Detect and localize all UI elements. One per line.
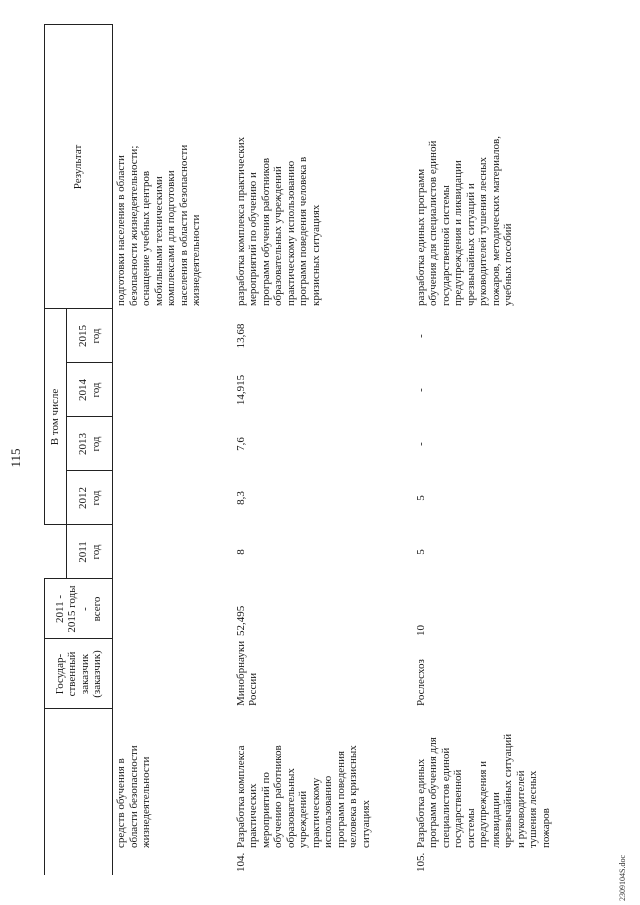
- header-year-line: год: [89, 328, 102, 344]
- row-result-line: мобильными техническими: [152, 176, 165, 306]
- row-2014: -: [414, 388, 427, 392]
- row-customer: [233, 639, 413, 709]
- page-number: 115: [8, 448, 23, 468]
- row-2011: 5: [414, 549, 427, 555]
- row-result: [413, 25, 563, 309]
- row-activity-line: учреждений: [297, 790, 309, 848]
- row-result-line: программ обучения работников: [259, 157, 272, 306]
- row-customer: [413, 639, 563, 709]
- row-result-line: жизнедеятельности: [190, 214, 202, 306]
- row-result-line: программ поведения человека в: [297, 156, 309, 306]
- table-row: [113, 25, 233, 875]
- row-result-line: пожаров, методических материалов,: [489, 136, 502, 306]
- table-body: [113, 25, 563, 875]
- row-2012: [113, 471, 233, 525]
- table-row: [233, 25, 413, 875]
- header-year-line: 2012: [77, 487, 89, 509]
- row-activity-line: ликвидации: [489, 792, 502, 848]
- row-activity-line: системы: [464, 808, 477, 848]
- row-total: 10: [414, 625, 427, 636]
- row-total: 52,495: [234, 605, 247, 636]
- header-customer-line: заказчик: [78, 653, 91, 695]
- row-activity-line: жизнедеятельности: [140, 756, 152, 848]
- row-activity-line: использованию: [322, 775, 334, 848]
- header-year-line: 2013: [77, 433, 89, 455]
- row-activity: [413, 709, 563, 851]
- row-result-line: оснащение учебных центров: [140, 170, 152, 306]
- row-customer: [113, 639, 233, 709]
- row-2012: 5: [414, 495, 427, 501]
- row-activity-line: человека в кризисных: [347, 745, 359, 848]
- row-activity-line: программ поведения: [334, 750, 347, 848]
- program-table: [44, 25, 563, 876]
- row-result-line: учебных пособий: [502, 223, 514, 306]
- row-activity: [113, 709, 233, 851]
- header-year-line: 2015: [77, 325, 89, 347]
- row-result-line: населения в области безопасности: [177, 144, 190, 306]
- header-year-2011: [67, 525, 113, 579]
- row-2015: [113, 309, 233, 363]
- row-activity-line: программ обучения для: [427, 737, 439, 848]
- row-number: 105.: [414, 852, 427, 872]
- header-total-line: 2011 -: [53, 595, 66, 624]
- row-result: [233, 25, 413, 309]
- row-activity-line: Разработка комплекса: [234, 745, 247, 848]
- row-result-line: подготовки населения в области: [115, 155, 127, 306]
- header-year-2012: [67, 471, 113, 525]
- row-result-line: практическому использованию: [284, 160, 297, 306]
- header-total: [45, 579, 113, 639]
- row-2015: 13,68: [234, 323, 247, 349]
- row-customer-line: Рослесхоз: [414, 659, 427, 706]
- row-result-line: безопасности жизнедеятельности;: [127, 145, 140, 306]
- header-result: Результат: [45, 25, 113, 309]
- row-activity-line: предупреждения и: [477, 760, 489, 848]
- header-customer-line: Государ-: [53, 653, 66, 695]
- row-customer-line: Минобрнауки: [234, 640, 247, 706]
- header-year-2015: [67, 309, 113, 363]
- header-total-line: всего: [91, 596, 103, 622]
- row-result-line: разработка единых программ: [414, 168, 427, 306]
- header-year-line: год: [89, 436, 102, 452]
- row-result-line: обучения для специалистов единой: [427, 140, 439, 306]
- row-result-line: государственной системы: [439, 185, 452, 306]
- row-activity-line: области безопасности: [127, 745, 140, 848]
- header-year-2013: [67, 417, 113, 471]
- header-year-line: год: [89, 544, 102, 560]
- row-result: [113, 25, 233, 309]
- row-result-line: кризисных ситуациях: [309, 204, 322, 306]
- header-year-line: 2014: [77, 379, 89, 401]
- row-number: 104.: [234, 852, 247, 872]
- table-row: [413, 25, 563, 875]
- header-customer: [45, 639, 113, 709]
- header-blank: [45, 709, 113, 875]
- row-activity: [233, 709, 413, 851]
- header-year-line: год: [89, 490, 102, 506]
- row-activity-line: тушения лесных: [527, 770, 539, 848]
- row-2011: [113, 525, 233, 579]
- row-result-line: комплексами для подготовки: [165, 170, 177, 306]
- header-incl: В том числе: [45, 309, 67, 525]
- table-container: [44, 25, 563, 875]
- header-year-line: 2011: [77, 541, 89, 563]
- row-activity-line: мероприятий по: [259, 772, 272, 848]
- row-activity-line: специалистов единой: [439, 747, 452, 848]
- row-activity-line: средств обучения в: [115, 758, 127, 848]
- table-header: [45, 25, 113, 875]
- row-activity-line: практических: [247, 783, 259, 848]
- row-2014: [113, 363, 233, 417]
- header-total-line: 2015 годы -: [66, 585, 91, 633]
- row-activity-line: практическому: [309, 777, 322, 848]
- doc-code: 2309104S.doc: [618, 855, 627, 901]
- row-2013: 7,6: [234, 437, 247, 451]
- row-activity-line: пожаров: [539, 808, 552, 848]
- row-customer-line: России: [247, 672, 259, 706]
- row-result-line: мероприятий по обучению и: [247, 172, 259, 306]
- row-number: [113, 851, 233, 875]
- row-activity-line: государственной: [452, 769, 464, 848]
- row-result-line: чрезвычайных ситуаций и: [464, 183, 477, 306]
- row-2013: [113, 417, 233, 471]
- row-total: [113, 579, 233, 639]
- row-activity-line: Разработка единых: [414, 758, 427, 848]
- row-activity-line: чрезвычайных ситуаций: [502, 733, 514, 848]
- header-customer-line: ственный: [66, 651, 78, 697]
- row-result-line: разработка комплекса практических: [234, 136, 247, 306]
- row-2011: 8: [234, 549, 247, 555]
- row-result-line: предупреждения и ликвидации: [452, 160, 464, 306]
- row-2015: -: [414, 334, 427, 338]
- row-2014: 14,915: [234, 374, 247, 406]
- header-year-line: год: [89, 382, 102, 398]
- header-year-2014: [67, 363, 113, 417]
- header-customer-line: (заказчик): [91, 650, 103, 698]
- row-activity-line: обучению работников: [272, 745, 284, 848]
- row-2012: 8,3: [234, 491, 247, 505]
- row-2013: -: [414, 442, 427, 446]
- row-result-line: руководителей тушения лесных: [477, 156, 489, 306]
- row-activity-line: образовательных: [284, 768, 297, 848]
- row-result-line: образовательных учреждений: [272, 166, 284, 306]
- row-activity-line: и руководителей: [514, 770, 527, 848]
- row-activity-line: ситуациях: [359, 799, 372, 848]
- header-blank-top: [45, 525, 67, 579]
